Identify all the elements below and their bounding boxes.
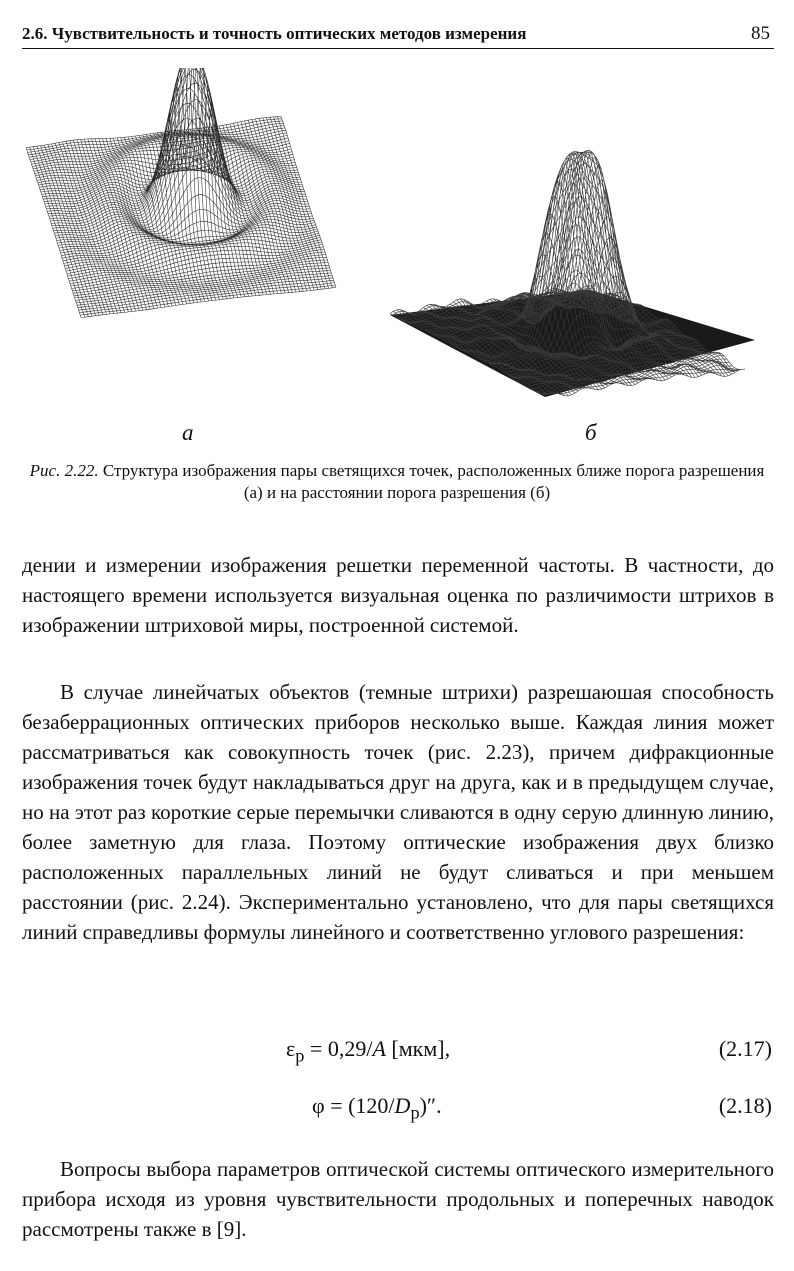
eq2-variable: D [394,1093,411,1118]
paragraph-1 [22,550,774,640]
equation-2-18 [22,1093,774,1125]
paragraph-1-text: дении и измерении изображения решетки переменной частоты. В частности, до настоящего времени используется визуальная оценка по различимости штрихов в изображении штриховой миры, построенной системой. [22,553,774,637]
page-number: 85 [751,23,770,44]
running-head [22,22,774,49]
eq2-lhs: φ = (120/ [312,1093,395,1118]
caption-number: Рис. 2.22. [29,461,99,480]
paragraph-2 [22,677,774,947]
eq1-subscript: р [295,1045,305,1066]
surface-plot-b [385,125,760,400]
figure-caption [22,460,772,504]
paragraph-3 [22,1154,774,1244]
eq2-rhs: )″. [419,1093,442,1118]
eq1-lhs: ε [286,1036,296,1061]
equation-2-17 [22,1036,774,1068]
equation-2-17-formula [286,1036,450,1066]
surface-plot-a [18,68,378,328]
eq2-subscript: р [410,1102,420,1123]
section-title: 2.6. Чувствительность и точность оптических методов измерения [22,24,527,43]
equation-2-17-number: (2.17) [718,1036,772,1061]
panel-label-b: б [585,420,597,445]
eq1-rhs-1: = 0,29/ [304,1036,373,1061]
eq1-rhs-2: [мкм], [385,1036,451,1061]
equation-2-18-number: (2.18) [718,1093,772,1118]
paragraph-3-text: Вопросы выбора параметров оптической системы оптического измерительного прибора исходя из уровня чувствительности продольных и поперечных наводок рассмотрены также в [9]. [22,1157,774,1241]
equation-2-18-formula [312,1093,442,1123]
caption-text: Структура изображения пары светящихся точек, расположенных ближе порога разрешения (а) и на расстоянии порога разрешения (б) [98,461,765,502]
eq1-variable: A [372,1036,386,1061]
panel-label-a: а [182,420,194,445]
paragraph-2-text: В случае линейчатых объектов (темные штрихи) разрешаюшая способность безаберрационных оптических приборов несколько выше. Каждая линия может рассматриваться как совокупность точек (рис. 2.23), причем дифракционные изображения точек будут накладываться друг на друга, как и в предыдущем случае, но на этот раз короткие серые перемычки сливаются в одну серую длинную линию, более заметную для глаза. Поэтому оптические изображения двух близко расположенных параллельных линий не будут сливаться и при меньшем расстоянии (рис. 2.24). Экспериментально установлено, что для пары светящихся линий справедливы формулы линейного и соответственно углового разрешения: [22,680,774,944]
